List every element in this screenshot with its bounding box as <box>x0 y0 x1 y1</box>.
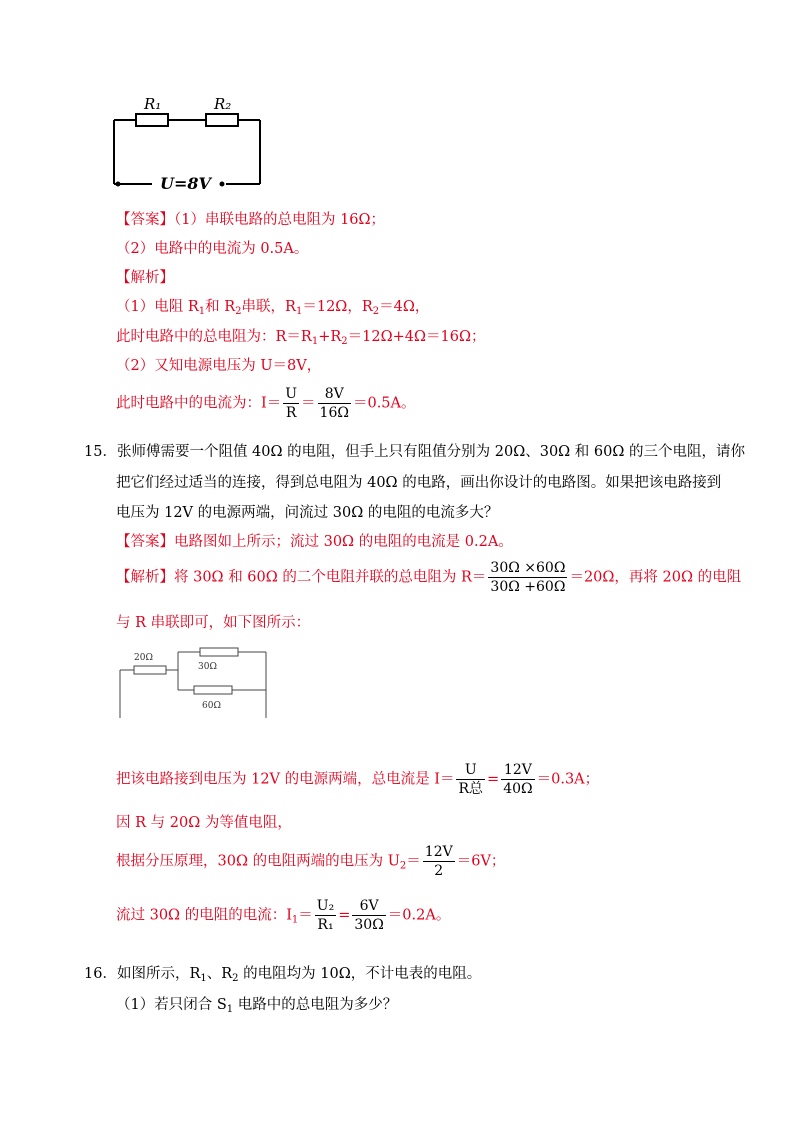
q16-text-line1: 16．如图所示，$R_1$、$R_2$ 的电阻均为 10Ω，不计电表的电阻。 <box>84 966 482 984</box>
fraction-parallel-resistance: $\frac{30\Omega \times 60\Omega}{30\Omega +60\Omega}$ <box>490 560 566 595</box>
q15-calc-line4: 流过 30Ω 的电阻的电流：$I_1=$ $\frac{\text{U₂}}{\text{R₁}}$ = $\frac{6V}{30\Omega}$ ＝0.2A。 <box>116 898 451 933</box>
q14-analysis-line2: 此时电路中的总电阻为：$R=R_1+R_2=12\Omega+4\Omega=16\Omega$； <box>116 329 486 347</box>
analysis-tag: 【解析】 <box>116 569 174 586</box>
q16-subquestion-1: （1）若只闭合 $S_1$ 电路中的总电阻为多少？ <box>116 997 398 1015</box>
question-number: 15． <box>84 444 117 460</box>
q15-analysis-line2: 与 R 串联即可，如下图所示： <box>116 615 311 631</box>
q14-answer-line2: （2）电路中的电流为 0.5A。 <box>116 241 309 257</box>
q14-analysis-line1: （1）电阻 $R_1$和 $R_2$串联，$R_1=12\Omega$，$R_2=4\Omega$， <box>116 299 430 317</box>
q15-calc-line3: 根据分压原理，30Ω 的电阻两端的电压为 $U_2=$ $\frac{12V}{2}$ ＝6V； <box>116 844 506 879</box>
r30-label: 30Ω <box>198 662 217 672</box>
q14-analysis-line3: （2）又知电源电压为 U＝8V， <box>116 358 322 374</box>
fraction-8v-over-16: $\frac{8V}{16\Omega}$ <box>319 386 349 421</box>
q15-calc-line1: 把该电路接到电压为 12V 的电源两端，总电流是 I＝ $\frac{U}{\text{R总}}$ = $\frac{12V}{40\Omega}$ ＝0.3A； <box>116 762 600 797</box>
fraction-u2-over-r1: $\frac{\text{U₂}}{\text{R₁}}$ <box>316 898 335 933</box>
answer-tag: 【答案】 <box>116 212 174 228</box>
fraction-6v-over-30: $\frac{6V}{30\Omega}$ <box>354 898 384 933</box>
q15-calc-line2: 因 R 与 20Ω 为等值电阻， <box>116 815 292 831</box>
voltage-label: U=8V <box>160 174 211 192</box>
r20-label: 20Ω <box>134 653 153 663</box>
analysis-tag: 【解析】 <box>116 270 174 286</box>
q15-answer: 【答案】电路图如上所示；流过 30Ω 的电阻的电流是 0.2A。 <box>116 534 513 550</box>
fraction-u-over-r: $\frac{U}{R}$ <box>285 386 298 421</box>
series-circuit-diagram <box>108 92 268 192</box>
q15-text-line1: 15．张师傅需要一个阻值 40Ω 的电阻，但手上只有阻值分别为 20Ω、30Ω 和 60Ω 的三个电阻，请你 <box>84 444 745 460</box>
q15-text-line3: 电压为 12V 的电源两端，问流过 30Ω 的电阻的电流多大？ <box>116 505 499 521</box>
r60-label: 60Ω <box>202 701 221 711</box>
q14-answer-line1: 【答案】（1）串联电路的总电阻为 16Ω； <box>116 212 386 228</box>
fraction-12v-over-2: $\frac{12V}{2}$ <box>424 844 453 879</box>
r2-label: R₂ <box>214 95 232 113</box>
fraction-u-over-rtotal: $\frac{U}{\text{R总}}$ <box>458 762 484 797</box>
question-number: 16． <box>84 966 117 982</box>
combination-circuit-diagram <box>116 640 276 720</box>
fraction-12v-over-40: $\frac{12V}{40\Omega}$ <box>503 762 533 797</box>
answer-tag: 【答案】 <box>116 534 174 550</box>
q14-analysis-line4: 此时电路中的电流为：I＝ $\frac{U}{R}$ ＝ $\frac{8V}{16\Omega}$ ＝0.5A。 <box>116 386 416 421</box>
q15-analysis-line1: 【解析】将 30Ω 和 60Ω 的二个电阻并联的总电阻为 R＝ $\frac{30\Omega \times 60\Omega}{30\Omega +60\Omega}$ ＝20Ω，再将 20Ω 的电阻 <box>116 560 742 595</box>
q15-text-line2: 把它们经过适当的连接，得到总电阻为 40Ω 的电路，画出你设计的电路图。如果把该电路接到 <box>116 475 722 491</box>
r1-label: R₁ <box>144 95 162 113</box>
